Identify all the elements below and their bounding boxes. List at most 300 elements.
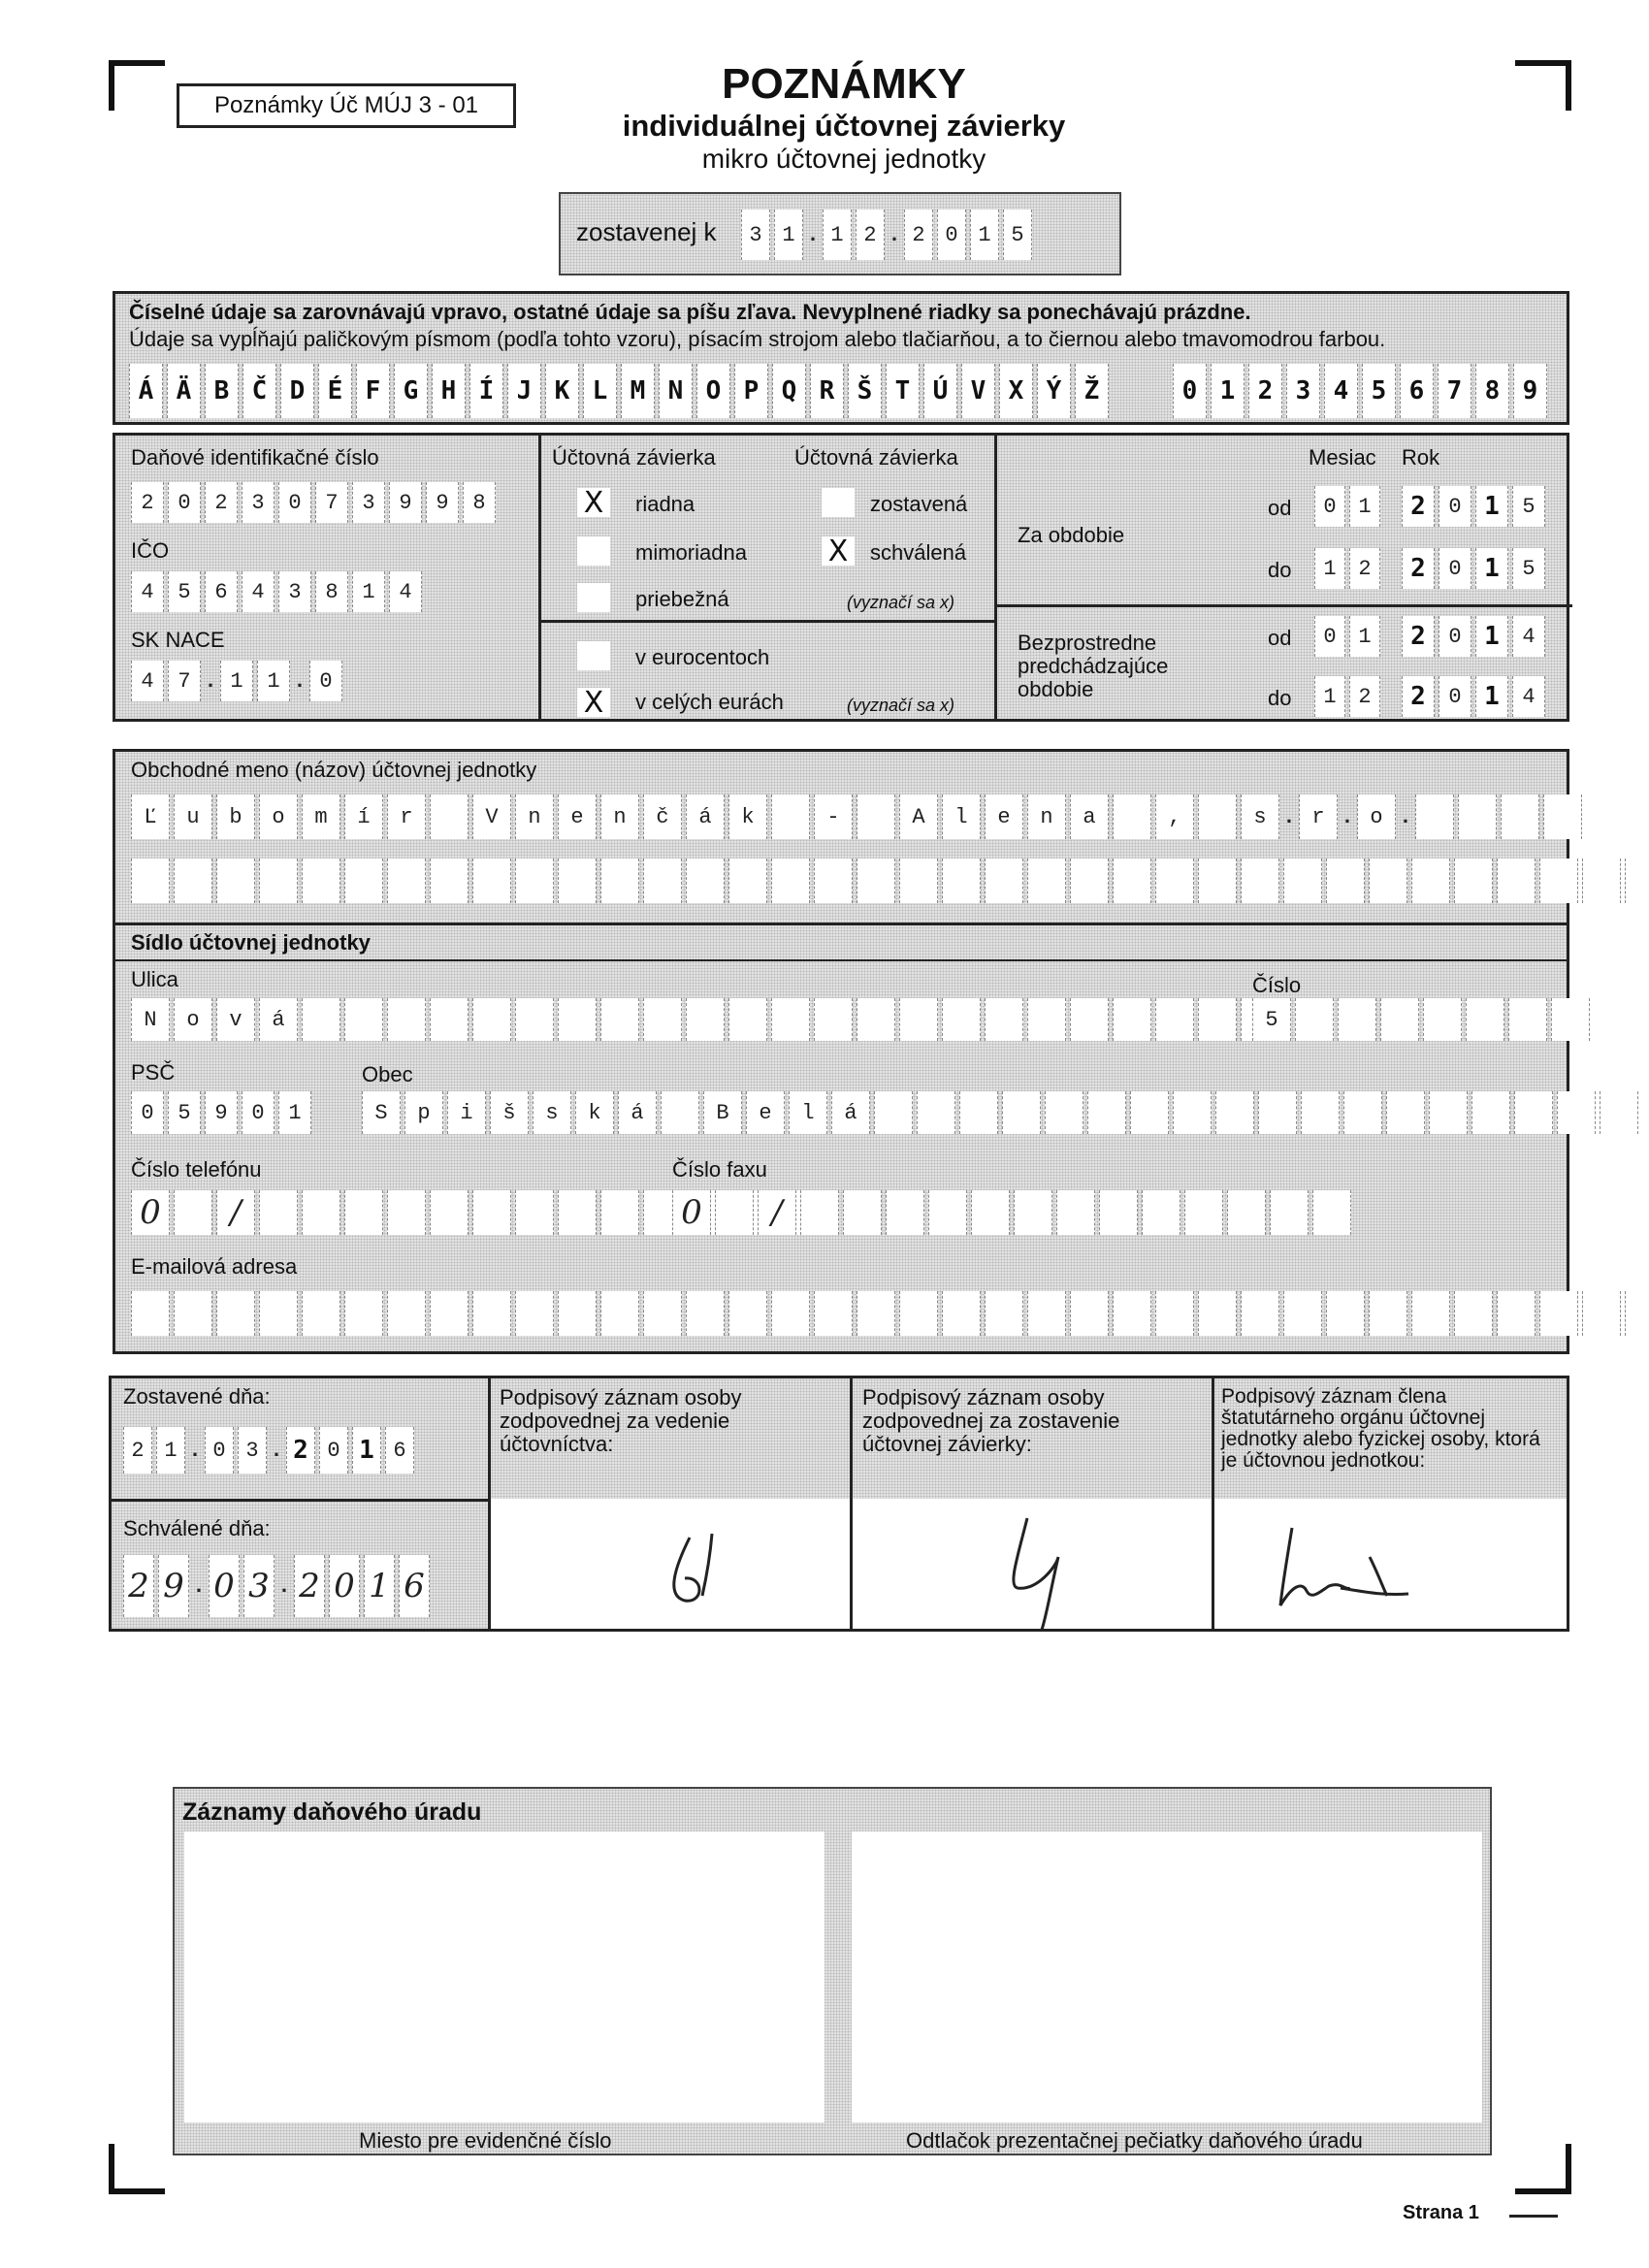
form-cell[interactable]: Q	[772, 364, 806, 418]
form-cell[interactable]: b	[216, 794, 255, 839]
form-cell[interactable]: á	[831, 1091, 870, 1134]
form-cell[interactable]	[1113, 859, 1151, 903]
form-cell[interactable]	[344, 859, 383, 903]
form-cell[interactable]: e	[558, 794, 597, 839]
form-cell[interactable]	[1270, 1190, 1309, 1235]
form-cell[interactable]	[942, 1291, 981, 1336]
form-cell[interactable]: F	[356, 364, 390, 418]
form-cell[interactable]: B	[205, 364, 239, 418]
form-cell[interactable]: P	[734, 364, 768, 418]
form-cell[interactable]	[1411, 1291, 1450, 1336]
form-cell[interactable]: 0	[1439, 676, 1471, 717]
form-cell[interactable]: 6	[205, 571, 238, 612]
form-cell[interactable]	[259, 1190, 298, 1235]
form-cell[interactable]	[1458, 794, 1497, 839]
form-cell[interactable]: 0	[131, 1190, 170, 1235]
form-cell[interactable]: /	[216, 1190, 255, 1235]
form-cell[interactable]	[1027, 1291, 1066, 1336]
form-cell[interactable]	[857, 859, 895, 903]
form-cell[interactable]: 0	[1314, 616, 1345, 657]
form-cell[interactable]: o	[1357, 794, 1396, 839]
form-cell[interactable]	[515, 859, 554, 903]
form-cell[interactable]: 8	[1475, 364, 1509, 418]
form-cell[interactable]	[430, 998, 469, 1041]
form-cell[interactable]	[600, 1291, 639, 1336]
form-cell[interactable]: š	[490, 1091, 529, 1134]
form-cell[interactable]	[1380, 998, 1419, 1041]
form-cell[interactable]: 2	[123, 1427, 152, 1474]
form-cell[interactable]: 3	[278, 571, 311, 612]
form-cell[interactable]	[259, 1291, 298, 1336]
form-cell[interactable]: 4	[242, 571, 275, 612]
form-cell[interactable]	[1198, 998, 1237, 1041]
form-cell[interactable]	[515, 998, 554, 1041]
form-cell[interactable]: 1	[1475, 486, 1508, 527]
form-cell[interactable]: R	[810, 364, 844, 418]
form-cell[interactable]: 1	[1349, 616, 1380, 657]
form-cell[interactable]: i	[447, 1091, 486, 1134]
form-cell[interactable]: 0	[1439, 486, 1471, 527]
form-cell[interactable]: 9	[205, 1091, 238, 1134]
form-cell[interactable]	[1582, 1291, 1621, 1336]
form-cell[interactable]	[1184, 1190, 1223, 1235]
form-cell[interactable]: 0	[1439, 548, 1471, 589]
form-cell[interactable]	[1087, 1091, 1126, 1134]
form-cell[interactable]: O	[696, 364, 730, 418]
form-cell[interactable]	[1429, 1091, 1468, 1134]
form-cell[interactable]	[387, 1190, 426, 1235]
form-cell[interactable]: 4	[1512, 616, 1545, 657]
form-cell[interactable]: 1	[352, 571, 385, 612]
form-cell[interactable]: A	[899, 794, 938, 839]
form-cell[interactable]	[686, 1291, 725, 1336]
form-cell[interactable]	[558, 1190, 597, 1235]
form-cell[interactable]	[1301, 1091, 1340, 1134]
form-cell[interactable]: 0	[309, 661, 342, 701]
form-cell[interactable]: 5	[168, 1091, 201, 1134]
form-cell[interactable]	[1514, 1091, 1553, 1134]
form-cell[interactable]: 9	[426, 482, 459, 523]
form-cell[interactable]	[344, 1291, 383, 1336]
form-cell[interactable]	[472, 859, 511, 903]
form-cell[interactable]: 2	[1349, 676, 1380, 717]
form-cell[interactable]	[1070, 859, 1109, 903]
form-cell[interactable]: 2	[1248, 364, 1282, 418]
form-cell[interactable]	[771, 794, 810, 839]
form-cell[interactable]	[857, 998, 895, 1041]
form-cell[interactable]: 1	[1314, 676, 1345, 717]
form-cell[interactable]	[1497, 859, 1536, 903]
form-cell[interactable]	[1343, 1091, 1382, 1134]
form-cell[interactable]	[1155, 998, 1194, 1041]
form-cell[interactable]	[928, 1190, 967, 1235]
form-cell[interactable]	[874, 1091, 913, 1134]
form-cell[interactable]	[1215, 1091, 1254, 1134]
form-cell[interactable]: 2	[294, 1555, 325, 1617]
form-cell[interactable]: 7	[315, 482, 348, 523]
priebezna-checkbox[interactable]	[577, 583, 610, 612]
form-cell[interactable]	[917, 1091, 955, 1134]
form-cell[interactable]	[1198, 794, 1237, 839]
form-cell[interactable]: a	[1070, 794, 1109, 839]
form-cell[interactable]	[843, 1190, 882, 1235]
form-cell[interactable]: S	[362, 1091, 401, 1134]
form-cell[interactable]: Ľ	[131, 794, 170, 839]
form-cell[interactable]	[1471, 1091, 1510, 1134]
form-cell[interactable]	[387, 1291, 426, 1336]
form-cell[interactable]	[387, 998, 426, 1041]
form-cell[interactable]: 4	[1512, 676, 1545, 717]
form-cell[interactable]	[600, 1190, 639, 1235]
form-cell[interactable]: 1	[823, 210, 852, 260]
form-cell[interactable]	[1625, 1291, 1649, 1336]
form-cell[interactable]	[643, 859, 682, 903]
form-cell[interactable]: D	[280, 364, 314, 418]
form-cell[interactable]: 1	[1211, 364, 1245, 418]
form-cell[interactable]: 0	[168, 482, 201, 523]
form-cell[interactable]	[1551, 998, 1590, 1041]
form-cell[interactable]: 1	[156, 1427, 185, 1474]
form-cell[interactable]: 4	[131, 571, 164, 612]
form-cell[interactable]	[942, 998, 981, 1041]
form-cell[interactable]	[1283, 1291, 1322, 1336]
form-cell[interactable]: N	[659, 364, 693, 418]
form-cell[interactable]	[1155, 1291, 1194, 1336]
form-cell[interactable]	[1113, 1291, 1151, 1336]
form-cell[interactable]: 1	[1349, 486, 1380, 527]
form-cell[interactable]: 3	[352, 482, 385, 523]
form-cell[interactable]: J	[507, 364, 541, 418]
form-cell[interactable]	[814, 998, 853, 1041]
form-cell[interactable]	[131, 1291, 170, 1336]
form-cell[interactable]	[387, 859, 426, 903]
form-cell[interactable]: 4	[1324, 364, 1358, 418]
form-cell[interactable]: 8	[315, 571, 348, 612]
riadna-checkbox[interactable]	[577, 485, 610, 520]
form-cell[interactable]	[728, 1291, 767, 1336]
form-cell[interactable]: 5	[1003, 210, 1032, 260]
form-cell[interactable]	[771, 1291, 810, 1336]
form-cell[interactable]	[661, 1091, 699, 1134]
form-cell[interactable]	[1501, 794, 1539, 839]
form-cell[interactable]	[1198, 1291, 1237, 1336]
form-cell[interactable]: k	[728, 794, 767, 839]
form-cell[interactable]: V	[472, 794, 511, 839]
form-cell[interactable]: 1	[1475, 548, 1508, 589]
form-cell[interactable]: v	[216, 998, 255, 1041]
form-cell[interactable]: 3	[1286, 364, 1320, 418]
form-cell[interactable]: 7	[168, 661, 201, 701]
form-cell[interactable]	[728, 998, 767, 1041]
form-cell[interactable]	[131, 859, 170, 903]
form-cell[interactable]: 1	[352, 1427, 381, 1474]
form-cell[interactable]: 0	[1314, 486, 1345, 527]
form-cell[interactable]	[971, 1190, 1010, 1235]
form-cell[interactable]: É	[318, 364, 352, 418]
form-cell[interactable]	[800, 1190, 839, 1235]
form-cell[interactable]	[857, 794, 895, 839]
form-cell[interactable]: Ú	[923, 364, 957, 418]
form-cell[interactable]: 1	[220, 661, 253, 701]
form-cell[interactable]: 3	[238, 1427, 267, 1474]
form-cell[interactable]	[1625, 859, 1649, 903]
form-cell[interactable]: 1	[1314, 548, 1345, 589]
form-cell[interactable]: 1	[1475, 676, 1508, 717]
form-cell[interactable]: 6	[1400, 364, 1434, 418]
form-cell[interactable]: 3	[243, 1555, 275, 1617]
form-cell[interactable]: p	[404, 1091, 443, 1134]
form-cell[interactable]: k	[575, 1091, 614, 1134]
form-cell[interactable]	[1283, 859, 1322, 903]
form-cell[interactable]: G	[394, 364, 428, 418]
form-cell[interactable]: 1	[970, 210, 999, 260]
form-cell[interactable]: L	[583, 364, 617, 418]
form-cell[interactable]	[1411, 859, 1450, 903]
form-cell[interactable]	[1369, 1291, 1407, 1336]
form-cell[interactable]	[174, 1291, 212, 1336]
form-cell[interactable]	[515, 1291, 554, 1336]
form-cell[interactable]	[302, 859, 340, 903]
form-cell[interactable]: 2	[123, 1555, 154, 1617]
form-cell[interactable]: T	[886, 364, 920, 418]
form-cell[interactable]	[1600, 1091, 1638, 1134]
form-cell[interactable]	[1099, 1190, 1138, 1235]
form-cell[interactable]: r	[1299, 794, 1338, 839]
form-cell[interactable]	[430, 1190, 469, 1235]
form-cell[interactable]: 0	[1439, 616, 1471, 657]
form-cell[interactable]	[472, 998, 511, 1041]
form-cell[interactable]: 3	[242, 482, 275, 523]
form-cell[interactable]	[728, 859, 767, 903]
form-cell[interactable]	[1070, 998, 1109, 1041]
form-cell[interactable]	[1130, 1091, 1169, 1134]
form-cell[interactable]: 0	[205, 1427, 234, 1474]
form-cell[interactable]: 0	[131, 1091, 164, 1134]
form-cell[interactable]	[1142, 1190, 1180, 1235]
form-cell[interactable]: 7	[1438, 364, 1471, 418]
form-cell[interactable]: 0	[1173, 364, 1207, 418]
form-cell[interactable]: s	[1241, 794, 1279, 839]
form-cell[interactable]	[1295, 998, 1334, 1041]
form-cell[interactable]	[302, 1190, 340, 1235]
form-cell[interactable]	[1312, 1190, 1351, 1235]
form-cell[interactable]: 3	[741, 210, 770, 260]
form-cell[interactable]: Ž	[1075, 364, 1109, 418]
form-cell[interactable]: m	[302, 794, 340, 839]
form-cell[interactable]: Č	[242, 364, 276, 418]
form-cell[interactable]	[1539, 1291, 1578, 1336]
form-cell[interactable]	[1241, 1291, 1279, 1336]
form-cell[interactable]: Á	[129, 364, 163, 418]
form-cell[interactable]	[1258, 1091, 1297, 1134]
form-cell[interactable]: 0	[319, 1427, 348, 1474]
form-cell[interactable]	[302, 1291, 340, 1336]
form-cell[interactable]	[1027, 859, 1066, 903]
form-cell[interactable]	[1014, 1190, 1052, 1235]
form-cell[interactable]: 1	[278, 1091, 311, 1134]
form-cell[interactable]: 6	[399, 1555, 430, 1617]
form-cell[interactable]	[1454, 859, 1493, 903]
form-cell[interactable]: á	[259, 998, 298, 1041]
form-cell[interactable]: 5	[1252, 998, 1291, 1041]
form-cell[interactable]: M	[621, 364, 655, 418]
form-cell[interactable]	[1113, 794, 1151, 839]
form-cell[interactable]	[259, 859, 298, 903]
form-cell[interactable]: n	[515, 794, 554, 839]
form-cell[interactable]	[886, 1190, 924, 1235]
form-cell[interactable]: s	[533, 1091, 571, 1134]
form-cell[interactable]: l	[942, 794, 981, 839]
form-cell[interactable]: Ä	[167, 364, 201, 418]
form-cell[interactable]: 0	[672, 1190, 711, 1235]
form-cell[interactable]	[515, 1190, 554, 1235]
euros-checkbox[interactable]	[577, 685, 610, 720]
form-cell[interactable]: V	[961, 364, 995, 418]
form-cell[interactable]	[771, 998, 810, 1041]
form-cell[interactable]: 0	[278, 482, 311, 523]
form-cell[interactable]: 0	[209, 1555, 240, 1617]
form-cell[interactable]	[216, 859, 255, 903]
form-cell[interactable]: Ý	[1037, 364, 1071, 418]
form-cell[interactable]	[985, 859, 1023, 903]
form-cell[interactable]	[686, 998, 725, 1041]
form-cell[interactable]: o	[259, 794, 298, 839]
form-cell[interactable]	[1543, 794, 1582, 839]
form-cell[interactable]	[1369, 859, 1407, 903]
form-cell[interactable]	[1155, 859, 1194, 903]
form-cell[interactable]: 9	[1513, 364, 1547, 418]
form-cell[interactable]	[1508, 998, 1547, 1041]
form-cell[interactable]: n	[600, 794, 639, 839]
form-cell[interactable]: K	[545, 364, 579, 418]
form-cell[interactable]: u	[174, 794, 212, 839]
form-cell[interactable]: 2	[1402, 548, 1435, 589]
form-cell[interactable]: 5	[1362, 364, 1396, 418]
form-cell[interactable]	[899, 1291, 938, 1336]
form-cell[interactable]: B	[703, 1091, 742, 1134]
form-cell[interactable]: 9	[389, 482, 422, 523]
form-cell[interactable]	[600, 859, 639, 903]
form-cell[interactable]: 4	[131, 661, 164, 701]
form-cell[interactable]: á	[618, 1091, 657, 1134]
form-cell[interactable]: 1	[1475, 616, 1508, 657]
form-cell[interactable]	[1386, 1091, 1425, 1134]
eurocent-checkbox[interactable]	[577, 641, 610, 670]
form-cell[interactable]: 6	[385, 1427, 414, 1474]
form-cell[interactable]: 5	[1512, 486, 1545, 527]
form-cell[interactable]: /	[758, 1190, 796, 1235]
form-cell[interactable]	[1582, 859, 1621, 903]
form-cell[interactable]	[715, 1190, 754, 1235]
form-cell[interactable]	[1539, 859, 1578, 903]
form-cell[interactable]: 4	[389, 571, 422, 612]
form-cell[interactable]: n	[1027, 794, 1066, 839]
form-cell[interactable]: 2	[1402, 616, 1435, 657]
form-cell[interactable]: á	[686, 794, 725, 839]
form-cell[interactable]: 2	[1402, 486, 1435, 527]
form-cell[interactable]	[558, 998, 597, 1041]
form-cell[interactable]	[771, 859, 810, 903]
form-cell[interactable]	[558, 859, 597, 903]
form-cell[interactable]: Í	[469, 364, 503, 418]
form-cell[interactable]	[942, 859, 981, 903]
form-cell[interactable]: 5	[168, 571, 201, 612]
form-cell[interactable]	[686, 859, 725, 903]
form-cell[interactable]	[472, 1291, 511, 1336]
form-cell[interactable]	[1326, 859, 1365, 903]
form-cell[interactable]	[472, 1190, 511, 1235]
form-cell[interactable]: 1	[774, 210, 803, 260]
form-cell[interactable]: 2	[131, 482, 164, 523]
form-cell[interactable]	[174, 1190, 212, 1235]
form-cell[interactable]: 1	[364, 1555, 395, 1617]
form-cell[interactable]	[1045, 1091, 1083, 1134]
form-cell[interactable]: ,	[1155, 794, 1194, 839]
form-cell[interactable]	[814, 1291, 853, 1336]
form-cell[interactable]: 9	[158, 1555, 189, 1617]
form-cell[interactable]	[1415, 794, 1454, 839]
form-cell[interactable]	[302, 998, 340, 1041]
form-cell[interactable]	[1227, 1190, 1266, 1235]
form-cell[interactable]: 2	[1402, 676, 1435, 717]
form-cell[interactable]	[857, 1291, 895, 1336]
form-cell[interactable]	[344, 998, 383, 1041]
form-cell[interactable]	[1002, 1091, 1041, 1134]
form-cell[interactable]	[344, 1190, 383, 1235]
form-cell[interactable]: í	[344, 794, 383, 839]
zostavena-checkbox[interactable]	[822, 488, 855, 517]
form-cell[interactable]	[643, 1291, 682, 1336]
form-cell[interactable]	[1557, 1091, 1596, 1134]
form-cell[interactable]: 2	[856, 210, 885, 260]
form-cell[interactable]	[899, 859, 938, 903]
form-cell[interactable]	[1113, 998, 1151, 1041]
form-cell[interactable]	[959, 1091, 998, 1134]
form-cell[interactable]: 0	[937, 210, 966, 260]
form-cell[interactable]	[1466, 998, 1504, 1041]
form-cell[interactable]	[1338, 998, 1376, 1041]
form-cell[interactable]: e	[746, 1091, 785, 1134]
form-cell[interactable]: 2	[286, 1427, 315, 1474]
form-cell[interactable]	[1454, 1291, 1493, 1336]
mimoriadna-checkbox[interactable]	[577, 536, 610, 566]
form-cell[interactable]: 2	[205, 482, 238, 523]
form-cell[interactable]	[430, 794, 469, 839]
form-cell[interactable]	[1198, 859, 1237, 903]
form-cell[interactable]: e	[985, 794, 1023, 839]
form-cell[interactable]: o	[174, 998, 212, 1041]
form-cell[interactable]	[985, 1291, 1023, 1336]
form-cell[interactable]: Š	[848, 364, 882, 418]
form-cell[interactable]: N	[131, 998, 170, 1041]
form-cell[interactable]	[558, 1291, 597, 1336]
form-cell[interactable]	[430, 859, 469, 903]
form-cell[interactable]: -	[814, 794, 853, 839]
form-cell[interactable]: l	[789, 1091, 827, 1134]
form-cell[interactable]	[216, 1291, 255, 1336]
form-cell[interactable]	[1056, 1190, 1095, 1235]
form-cell[interactable]	[1326, 1291, 1365, 1336]
form-cell[interactable]	[430, 1291, 469, 1336]
form-cell[interactable]	[174, 859, 212, 903]
form-cell[interactable]	[814, 859, 853, 903]
form-cell[interactable]	[1241, 859, 1279, 903]
form-cell[interactable]: č	[643, 794, 682, 839]
form-cell[interactable]: 1	[257, 661, 290, 701]
form-cell[interactable]	[1027, 998, 1066, 1041]
form-cell[interactable]	[1423, 998, 1462, 1041]
form-cell[interactable]	[985, 998, 1023, 1041]
